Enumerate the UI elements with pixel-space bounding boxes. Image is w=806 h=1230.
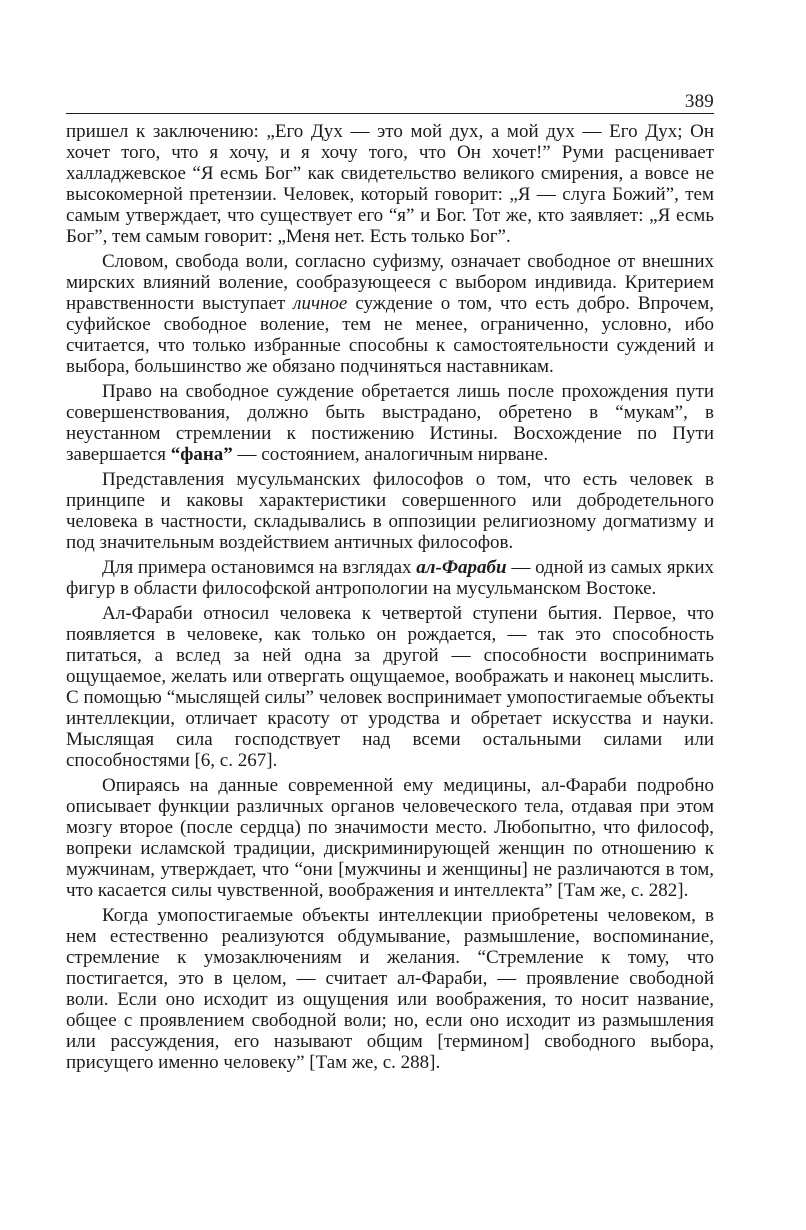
paragraph-5 (66, 557, 714, 599)
paragraph-4-text: Представления мусульманских философов о том, что есть человек в принципе и каковы характеристики совершенного или добродетельного человека в частности, складывались в оппозиции религиозному догматизму и под значительным воздействием античных философов. (66, 469, 714, 553)
term-fana: “фана” (170, 444, 233, 465)
paragraph-3-text-a: Право на свободное суждение обретается лишь после прохождения пути совершенствования, должно быть выстрадано, обретено в “мукам”, в неустанном стремлении к постижению Истины. Восхождение по Пути завершается (66, 381, 714, 465)
emphasis-lichnoe: личное (293, 293, 348, 314)
paragraph-8-text: Когда умопостигаемые объекты интеллекции приобретены человеком, в нем естественно реализуются обдумывание, размышление, воспоминание, стремление к умозаключениям и желания. “Стремление к тому, что постигается, это в целом, — считает ал-Фараби, — проявление свободной воли. Если оно исходит из ощущения или воображения, то носит название, общее с проявлением свободной воли; но, если оно исходит из размышления или рассуждения, его называют общим [термином] свободного выбора, присущего именно человеку” [Там же, с. 288]. (66, 905, 714, 1073)
paragraph-3-text-b: — состоянием, аналогичным нирване. (232, 444, 549, 465)
paragraph-6-text: Ал-Фараби относил человека к четвертой ступени бытия. Первое, что появляется в человеке, как только он рождается, — так это способность питаться, а вслед за ней одна за другой — способности воспринимать ощущаемое, желать или отвергать ощущаемое, воображать и наконец мыслить. С помощью “мыслящей силы” человек воспринимает умопостигаемые объекты интеллекции, отличает красоту от уродства и обретает искусства и науки. Мыслящая сила господствует над всеми остальными силами или способностями [6, с. 267]. (66, 603, 714, 771)
paragraph-1 (66, 121, 714, 247)
paragraph-2-text-b: суждение о том, что есть добро. Впрочем, суфийское свободное воление, тем не менее, ограниченно, условно, ибо считается, что только избранные способны к самостоятельности суждений и выбора, большинство же обязано подчиняться наставникам. (66, 293, 714, 377)
header-rule (66, 113, 714, 114)
paragraph-8 (66, 905, 714, 1073)
paragraph-5-text-a: Для примера остановимся на взглядах (102, 557, 417, 578)
paragraph-4 (66, 469, 714, 553)
page-number: 389 (684, 91, 714, 112)
paragraph-6 (66, 603, 714, 771)
paragraph-7-text: Опираясь на данные современной ему медицины, ал-Фараби подробно описывает функции различных органов человеческого тела, отдавая при этом мозгу второе (после сердца) по значимости место. Любопытно, что философ, вопреки исламской традиции, дискриминирующей женщин по отношению к мужчинам, утверждает, что “они [мужчины и женщины] не различаются в том, что касается силы чувственной, воображения и интеллекта” [Там же, с. 282]. (66, 775, 714, 901)
name-al-farabi: ал-Фараби (416, 557, 507, 578)
paragraph-5-text-b: — одной из самых ярких фигур в области философской антропологии на мусульманском Востоке. (66, 557, 715, 599)
body-text (66, 121, 714, 1077)
paragraph-2 (66, 251, 714, 377)
paragraph-1-text: пришел к заключению: „Его Дух — это мой дух, а мой дух — Его Дух; Он хочет того, что я хочу, и я хочу того, что Он хочет!” Руми расценивает халладжевское “Я есмь Бог” как свидетельство великого смирения, а вовсе не высокомерной претензии. Человек, который говорит: „Я — слуга Божий”, тем самым утверждает, что существует его “я” и Бог. Тот же, кто заявляет: „Я есмь Бог”, тем самым говорит: „Меня нет. Есть только Бог”. (66, 121, 714, 247)
paragraph-2-text-a: Словом, свобода воли, согласно суфизму, означает свободное от внешних мирских влияний воление, сообразующееся с выбором индивида. Критерием нравственности выступает (66, 251, 714, 314)
paragraph-3 (66, 381, 714, 465)
paragraph-7 (66, 775, 714, 901)
